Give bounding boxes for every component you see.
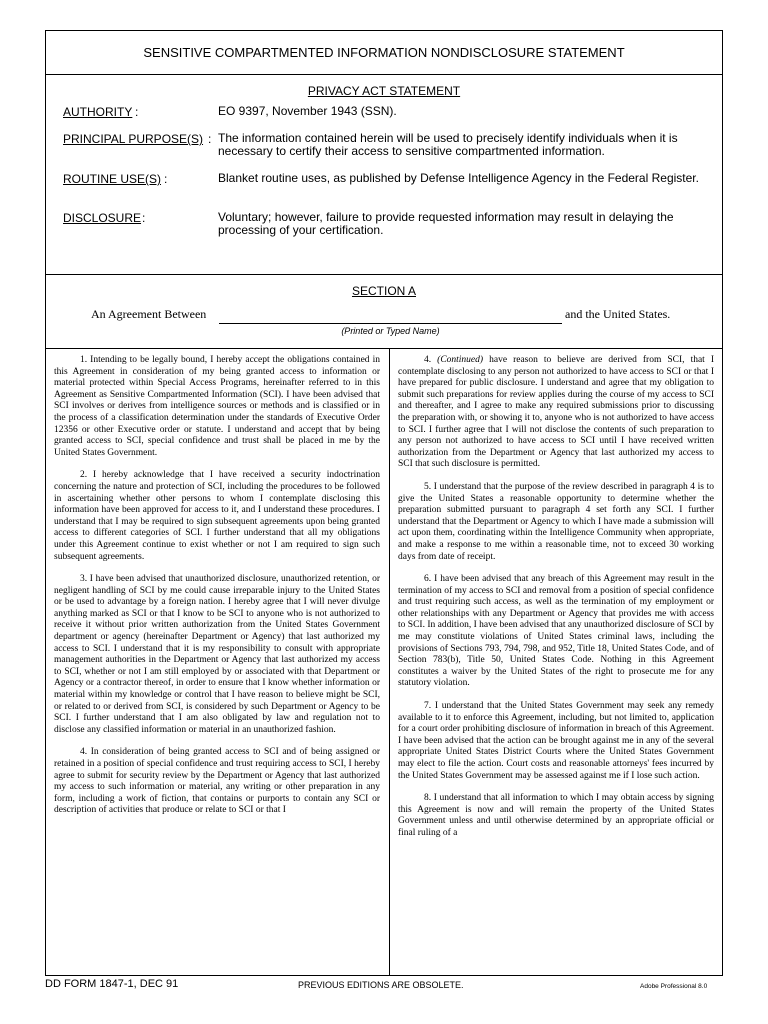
paragraph-8: 8. I understand that all information to which I may obtain access by signing this Agreement is now and will remain the property of the United States Government unless and until otherwise determined by an appropriate official or final ruling of a: [398, 793, 714, 838]
section-a-heading: SECTION A: [351, 284, 416, 298]
paragraph-4: 4. In consideration of being granted access to SCI and of being assigned or retained in a position of special confidence and trust requiring access to SCI, I hereby agree to submit for security review by the Department or Agency that last authorized my access to such information or material, any writing or other preparation in any form, including a work of fiction, that contains or purports to contain any SCI or description of activities that produce or relate to SCI or that I: [54, 747, 380, 816]
privacy-act-statement: PRIVACY ACT STATEMENT AUTHORITY : EO 9397, November 1943 (SSN). PRINCIPAL PURPOSE(S) : The information contained herein will be used to precisely identify individuals when it is necessary to certify their access to sensitive compartmented information. ROUTINE USE(S) : Blanket routine uses, as published by Defense Intelligence Agency in the Federal Register. DISCLOSURE : Voluntary; however, failure to provide requested information may result in delaying the processing of your certification.: [46, 75, 722, 275]
obsolete-notice: PREVIOUS EDITIONS ARE OBSOLETE.: [298, 980, 464, 990]
form-title: SENSITIVE COMPARTMENTED INFORMATION NONDISCLOSURE STATEMENT: [46, 31, 722, 75]
form-frame: [45, 30, 723, 976]
authority-label: AUTHORITY: [63, 105, 133, 119]
routine-label: ROUTINE USE(S): [63, 172, 162, 186]
paragraph-2: 2. I hereby acknowledge that I have received a security indoctrination concerning the nature and protection of SCI, including the procedures to be followed in ascertaining whether other persons to whom I contemplate disclosing this information have been approved for access to it, and I understand these procedures. I understand that I may be required to sign subsequent agreements upon being granted access to different categories of SCI. I further understand that all my obligations under this Agreement continue to exist whether or not I am required to sign such subsequent agreements.: [54, 470, 380, 562]
purpose-label: PRINCIPAL PURPOSE(S): [63, 132, 204, 146]
section-a: [46, 275, 722, 349]
agreement-right-text: and the United States.: [565, 307, 671, 321]
software-label: Adobe Professional 8.0: [640, 983, 708, 990]
disclosure-text: Voluntary; however, failure to provide requested information may result in delaying the processing of your certification.: [218, 210, 674, 237]
agreement-left-text: An Agreement Between: [91, 307, 207, 321]
column-divider: [389, 349, 390, 975]
left-column: [54, 355, 380, 828]
paragraph-3: 3. I have been advised that unauthorized disclosure, unauthorized retention, or negligent handling of SCI by me could cause irreparable injury to the United States or be used to advantage by a foreign nation. I hereby agree that I will never divulge anything marked as SCI or that I know to be SCI to anyone who is not authorized to receive it without prior written authorization from the United States Government department or agency (hereinafter Department or Agency) that last authorized my access to SCI. I understand that it is my responsibility to consult with appropriate management authorities in the Department or Agency that last authorized my access to SCI, whether or not I am still employed by or associated with that Department or Agency or a contractor thereof, in order to ensure that I know whether information or material within my knowledge or control that I have reason to believe might be SCI, or related to or derived from SCI, is considered by such Department or Agency to be SCI. I further understand that I am also obligated by law and regulation not to disclose any classified information or material in an unauthorized fashion.: [54, 574, 380, 735]
form-id: DD FORM 1847-1, DEC 91: [45, 978, 179, 990]
name-caption: (Printed or Typed Name): [341, 326, 440, 336]
paragraph-1: 1. Intending to be legally bound, I hereby accept the obligations contained in this Agreement in consideration of my being granted access to information or material protected within Special Access Programs, hereinafter referred to in this Agreement as Sensitive Compartmented Information (SCI). I have been advised that SCI involves or derives from intelligence sources or methods and is classified or in the process of a classification determination under the standards of Executive Order 12356 or other Executive order or statute. I understand and accept that by being granted access to SCI, special confidence and trust shall be placed in me by the United States Government.: [54, 355, 380, 458]
name-input-line[interactable]: [219, 323, 562, 324]
paragraph-7: 7. I understand that the United States Government may seek any remedy available to it to enforce this Agreement, including, but not limited to, application for a court order prohibiting disclosure of information in breach of this Agreement. I have been advised that the action can be brought against me in any of the several appropriate United States District Courts where the United States Government may elect to file the action. Court costs and reasonable attorneys' fees incurred by the United States Government may be assessed against me if I lose such action.: [398, 701, 714, 781]
right-column: [398, 355, 714, 851]
disclosure-label: DISCLOSURE: [63, 211, 142, 225]
paragraph-4-continued: 4. (Continued) have reason to believe are derived from SCI, that I contemplate disclosing to any person not authorized to have access to SCI or that I have prepared for public disclosure. I understand and agree that my obligation to submit such preparations for review applies during the course of my access to SCI and thereafter, and I agree to make any required submissions prior to discussing the preparation with, or showing it to, anyone who is not authorized to have access to SCI. I further agree that I will not disclose the contents of such preparation to any person not authorized to have access to SCI until I have received written authorization from the Department or Agency that last authorized my access to SCI that such disclosure is permitted.: [398, 355, 715, 470]
privacy-heading: PRIVACY ACT STATEMENT: [307, 84, 461, 98]
purpose-text: The information contained herein will be used to precisely identify individuals when it is necessary to certify their access to sensitive compartmented information.: [218, 131, 678, 158]
paragraph-5: 5. I understand that the purpose of the review described in paragraph 4 is to give the United States a reasonable opportunity to determine whether the preparation submitted pursuant to paragraph 4 set forth any SCI. I further understand that the Department or Agency to which I have made a submission will act upon them, coordinating within the Intelligence Community when appropriate, and make a response to me within a reasonable time, not to exceed 30 working days from date of receipt.: [398, 481, 714, 562]
routine-text: Blanket routine uses, as published by Defense Intelligence Agency in the Federal Register.: [218, 171, 699, 185]
authority-text: EO 9397, November 1943 (SSN).: [218, 104, 397, 118]
agreement-body: [46, 349, 722, 975]
paragraph-6: 6. I have been advised that any breach of this Agreement may result in the termination of my access to SCI and removal from a position of special confidence and trust requiring such access, as well as the termination of my employment or other relationships with any Department or Agency that provides me with access to SCI. In addition, I have been advised that any unauthorized disclosure of SCI by me may constitute violations of United States criminal laws, including the provisions of Sections 793, 794, 798, and 952, Title 18, United States Code, and of Section 783(b), Title 50, United States Code. Nothing in this Agreement constitutes a waiver by the United States of the right to prosecute me for any statutory violation.: [398, 574, 714, 689]
